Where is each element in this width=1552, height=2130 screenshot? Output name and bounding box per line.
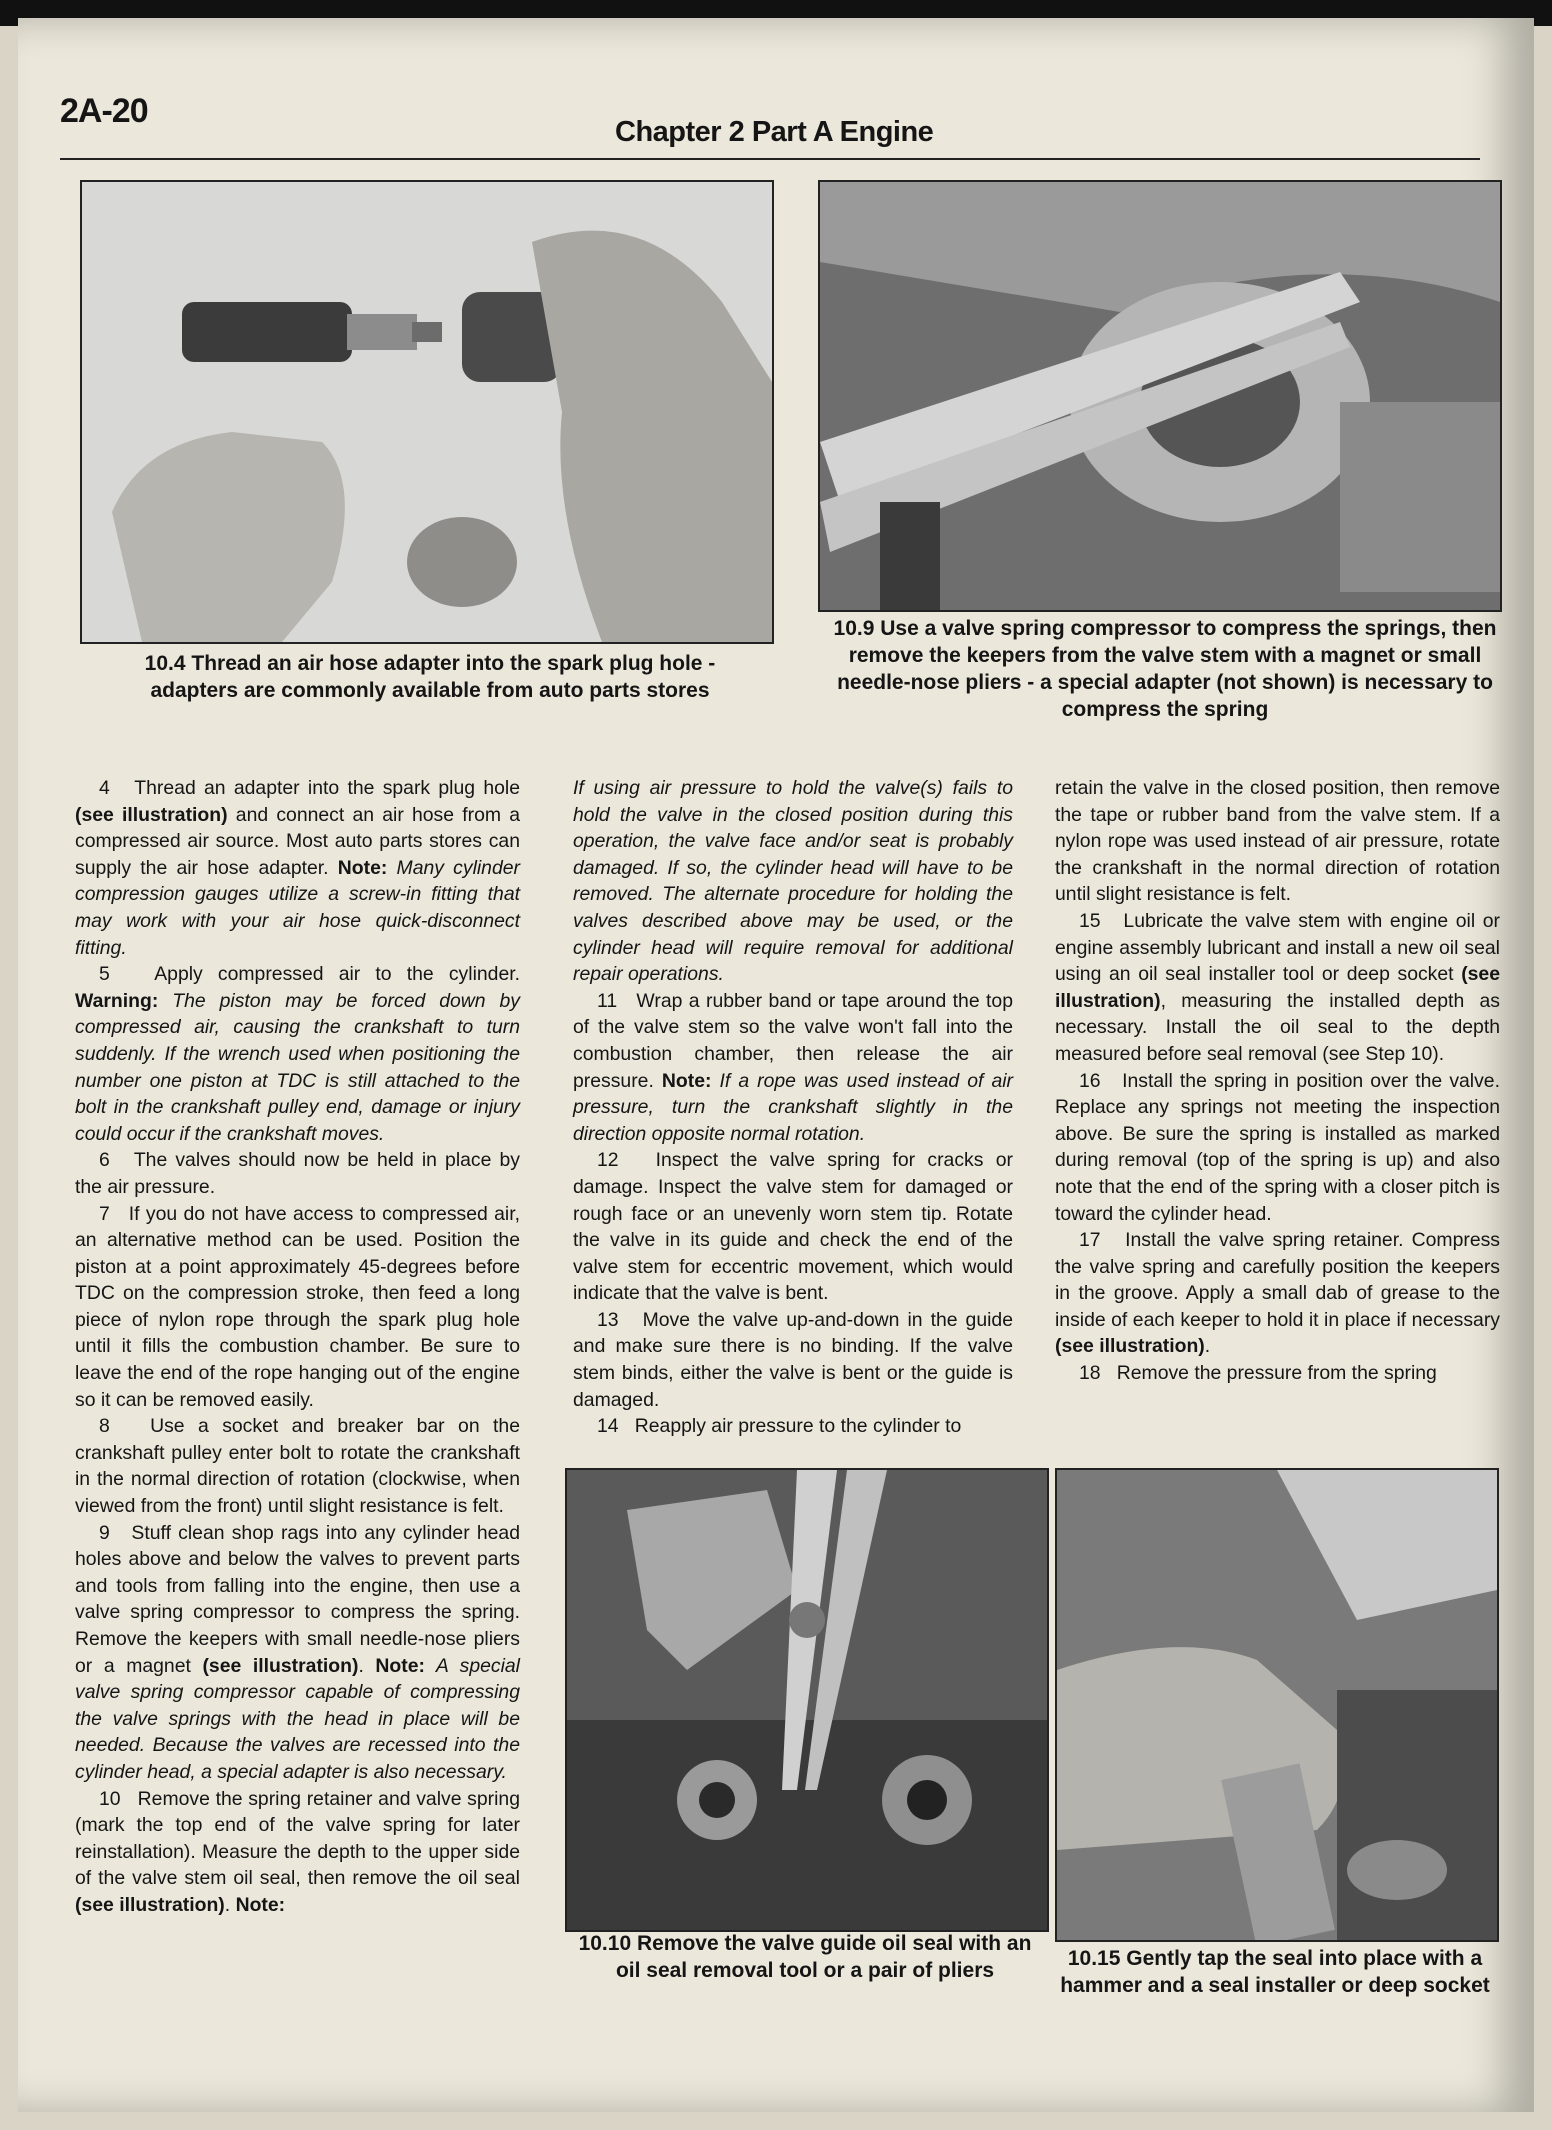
step-15: 15 Lubricate the valve stem with engine oil or engine assembly lubricant and install a new oil seal using an oil seal installer tool or deep socket (see illustration), measuring the installed depth as necessary. Install the oil seal to the depth measured before seal removal (see Step 10).	[1055, 909, 1501, 1065]
step-9: 9 Stuff clean shop rags into any cylinder head holes above and below the valves to prevent parts and tools from falling into the engine, then use a valve spring compressor to compress the spring. Remove the keepers with small needle-nose pliers or a magnet (see illustration). Note: A special valve spring compressor capable of compressing the valve springs with the head in place will be needed. Because the valves are recessed into the cylinder head, a special adapter is also necessary.	[75, 1521, 520, 1783]
figure-caption-10-4: 10.4 Thread an air hose adapter into the spark plug hole - adapters are commonly available from auto parts stores	[144, 652, 716, 702]
photo-valve-guide-seal-removal	[565, 1468, 1049, 1932]
chapter-title: Chapter 2 Part A Engine	[615, 116, 934, 148]
step-14: 14 Reapply air pressure to the cylinder to	[597, 1415, 962, 1438]
page-number: 2A-20	[60, 92, 148, 130]
step-17: 17 Install the valve spring retainer. Compress the valve spring and carefully position the keepers in the groove. Apply a small dab of grease to the inside of each keeper to hold it in place if necessary (see illustration).	[1055, 1229, 1501, 1358]
step-11: 11 Wrap a rubber band or tape around the top of the valve stem so the valve won't fall into the combustion chamber, then release the air pressure. Note: If a rope was used instead of air pressure, turn the crankshaft slightly in the direction opposite normal rotation.	[573, 989, 1014, 1145]
header-rule	[60, 158, 1480, 160]
text-column-1	[75, 775, 520, 1919]
step-7: 7 If you do not have access to compressed air, an alternative method can be used. Position the piston at a point approximately 45-degrees before TDC on the compression stroke, then feed a long piece of nylon rope through the spark plug hole until it fills the combustion chamber. Be sure to leave the end of the rope hanging out of the engine so it can be removed easily.	[75, 1202, 520, 1411]
text-column-3	[1055, 775, 1500, 1387]
step-10-continued: If using air pressure to hold the valve(s) fails to hold the valve in the closed position during this operation, the valve face and/or seat is probably damaged. If so, the cylinder head will have to be removed. The alternate procedure for holding the valves described above may be used, or the cylinder head will require removal for additional repair operations.	[573, 777, 1013, 986]
figure-caption-10-15: 10.15 Gently tap the seal into place with a hammer and a seal installer or deep socket	[1060, 1947, 1490, 1997]
step-4: 4 Thread an adapter into the spark plug hole (see illustration) and connect an air hose from a compressed air source. Most auto parts stores can supply the air hose adapter. Note: Many cylinder compression gauges utilize a screw-in fitting that may work with your air hose quick-disconnect fitting.	[75, 777, 520, 959]
photo-seal-installation	[1055, 1468, 1499, 1942]
step-12: 12 Inspect the valve spring for cracks or damage. Inspect the valve stem for damaged or rough face or an unevenly worn stem tip. Rotate the valve in its guide and check the end of the valve stem for eccentric movement, which would indicate that the valve is bent.	[573, 1149, 1013, 1305]
step-18: 18 Remove the pressure from the spring	[1079, 1362, 1437, 1385]
figure-caption-10-10: 10.10 Remove the valve guide oil seal with an oil seal removal tool or a pair of pliers	[578, 1932, 1032, 1982]
step-10: 10 Remove the spring retainer and valve spring (mark the top end of the valve spring for later reinstallation). Measure the depth to the upper side of the valve stem oil seal, then remove the oil seal (see illustration). Note:	[75, 1787, 520, 1916]
text-column-2	[573, 775, 1013, 1440]
photo-valve-spring-compressor	[818, 180, 1502, 612]
step-6: 6 The valves should now be held in place by the air pressure.	[75, 1149, 521, 1198]
figure-caption-10-9: 10.9 Use a valve spring compressor to compress the springs, then remove the keepers from the valve stem with a magnet or small needle-nose pliers - a special adapter (not shown) is necessary to compress the spring	[833, 617, 1497, 721]
photo-air-hose-adapter	[80, 180, 774, 644]
step-13: 13 Move the valve up-and-down in the guide and make sure there is no binding. If the valve stem binds, either the valve is bent or the guide is damaged.	[573, 1308, 1013, 1411]
step-5: 5 Apply compressed air to the cylinder. Warning: The piston may be forced down by compressed air, causing the crankshaft to turn suddenly. If the wrench used when positioning the number one piston at TDC is still attached to the bolt in the crankshaft pulley end, damage or injury could occur if the crankshaft moves.	[75, 963, 520, 1145]
step-14-continued: retain the valve in the closed position, then remove the tape or rubber band from the valve stem. If a nylon rope was used instead of air pressure, rotate the crankshaft in the normal direction of rotation until slight resistance is felt.	[1055, 777, 1500, 906]
step-8: 8 Use a socket and breaker bar on the crankshaft pulley enter bolt to rotate the crankshaft in the normal direction of rotation (clockwise, when viewed from the front) until slight resistance is felt.	[75, 1415, 520, 1518]
step-16: 16 Install the spring in position over the valve. Replace any springs not meeting the inspection above. Be sure the spring is installed as marked during removal (top of the spring is up) and also note that the end of the spring with a closer pitch is toward the cylinder head.	[1055, 1069, 1500, 1225]
